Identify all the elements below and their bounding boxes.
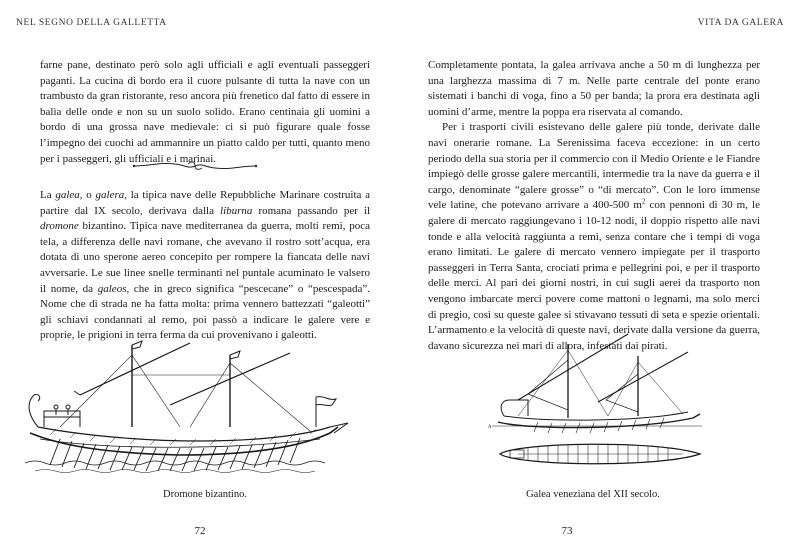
caption-dromone: Dromone bizantino. [163,489,247,500]
text-run: , o [79,189,96,201]
text-run: con pennoni di 30 m, le galere di mercato raggiungevano i 10-12 nodi, il doppio rispetto alle navi tonde e alla velocità raggiunta a remi, senza contare che i tempi di voga erano limitati. Le galere di mercato vennero impiegate per il trasporto passeggeri in Terra Santa, crociati prima e pellegrini poi, e per il trasporto delle merci. Al pari dei giorni nostri, in cui sugli aerei da trasporto non vengono imbarcate merci povere come mattoni o legnami, ma solo merci di pregio, così su queste galee si stivavano tessuti di seta e spezie orientali. L’armamento e la velocità di queste navi, derivate dalla versione da guerra, davano sicurezza nei mari di allora, infestati dai pirati. [428,199,760,352]
term-dromone: dromone [40,220,79,233]
left-paragraph-1: farne pane, destinato però solo agli ufficiali e agli eventuali passeggeri paganti. La cucina di bordo era il cuore pulsante di tutta la nave con un trambusto da gran ristorante, reso ancora più frenetico dal fatto di essere in balìa delle onde e non su un suolo solido. Erano centinaia gli uomini a bordo di una grossa nave medievale: ci si può figurare quale fosse l’impegno dei cuochi ad ammannire un piatto caldo per tutti, quanto meno per i passeggeri, gli ufficiali e i marinai. [40,59,370,165]
text-run: Per i trasporti civili esistevano delle galere più tonde, derivate dalle navi onerarie romane. La Serenissima faceva eccezione: in un certo periodo della sua storia per il commercio con il Medio Oriente e le Fiandre impiegò delle grosse galere mercantili, intermedie tra la nave da guerra e il cargo, denominate “galere grosse” o “di mercato”. Con le loro immense vele latine, che potevano arrivare a 400-500 m [428,121,760,212]
right-text [428,58,760,354]
left-text-bottom [40,188,370,344]
left-text-top [40,58,370,167]
text-run: , la tipica nave delle Repubbliche Marinare costruita a partire dal IX secolo, derivava dalla [40,189,371,217]
dromone-illustration [20,335,350,480]
running-head-right: VITA DA GALERA [697,18,784,28]
text-run: La [40,189,56,201]
right-paragraph-1: Completamente pontata, la galea arrivava anche a 50 m di lunghezza per una larghezza massima di 7 m. Nelle parte centrale del ponte erano sistemati i banchi di voga, fino a 50 per banda; la prora era destinata agli uomini d’arme, mentre la poppa era riservata al comando. [428,59,760,118]
text-run: romana passando per il [252,204,371,217]
term-galea: galea [55,189,80,201]
page-number-left: 72 [194,525,206,537]
page-number-right: 73 [561,525,573,537]
ornamental-divider [130,158,260,174]
text-run: bizantino. Tipica nave mediterranea da guerra, molti remi, poca tela, a differenza delle navi romane, che avevano il rostro sott’acqua, era dotata di uno sperone aereo concepito per rompere la fiancata delle navi avversarie. Le sue linee snelle terminanti nel puntale acuminato le valsero il nome, da [40,220,370,295]
left-paragraph-2 [40,188,370,344]
term-galera: galera [95,189,125,201]
superscript: 2 [641,197,646,206]
right-paragraph-2 [428,120,760,354]
caption-galea: Galea veneziana del XII secolo. [526,489,660,500]
term-liburna: liburna [220,204,253,217]
text-run: , che in greco significa “pescecane” o “pescespada”. Nome che di strada ne ha fatta molta: prima vennero battezzati “galeotti” gli schiavi condannati al remo, poi passò a indicare le galere vere e proprie, le prigioni in terra ferma da cui provenivano i galeotti. [40,282,370,342]
term-galeos: galeos [97,282,127,295]
right-page [400,0,800,560]
running-head-left: NEL SEGNO DELLA GALLETTA [16,18,167,28]
galea-veneziana-illustration [488,330,708,480]
svg-text:A: A [488,425,492,430]
